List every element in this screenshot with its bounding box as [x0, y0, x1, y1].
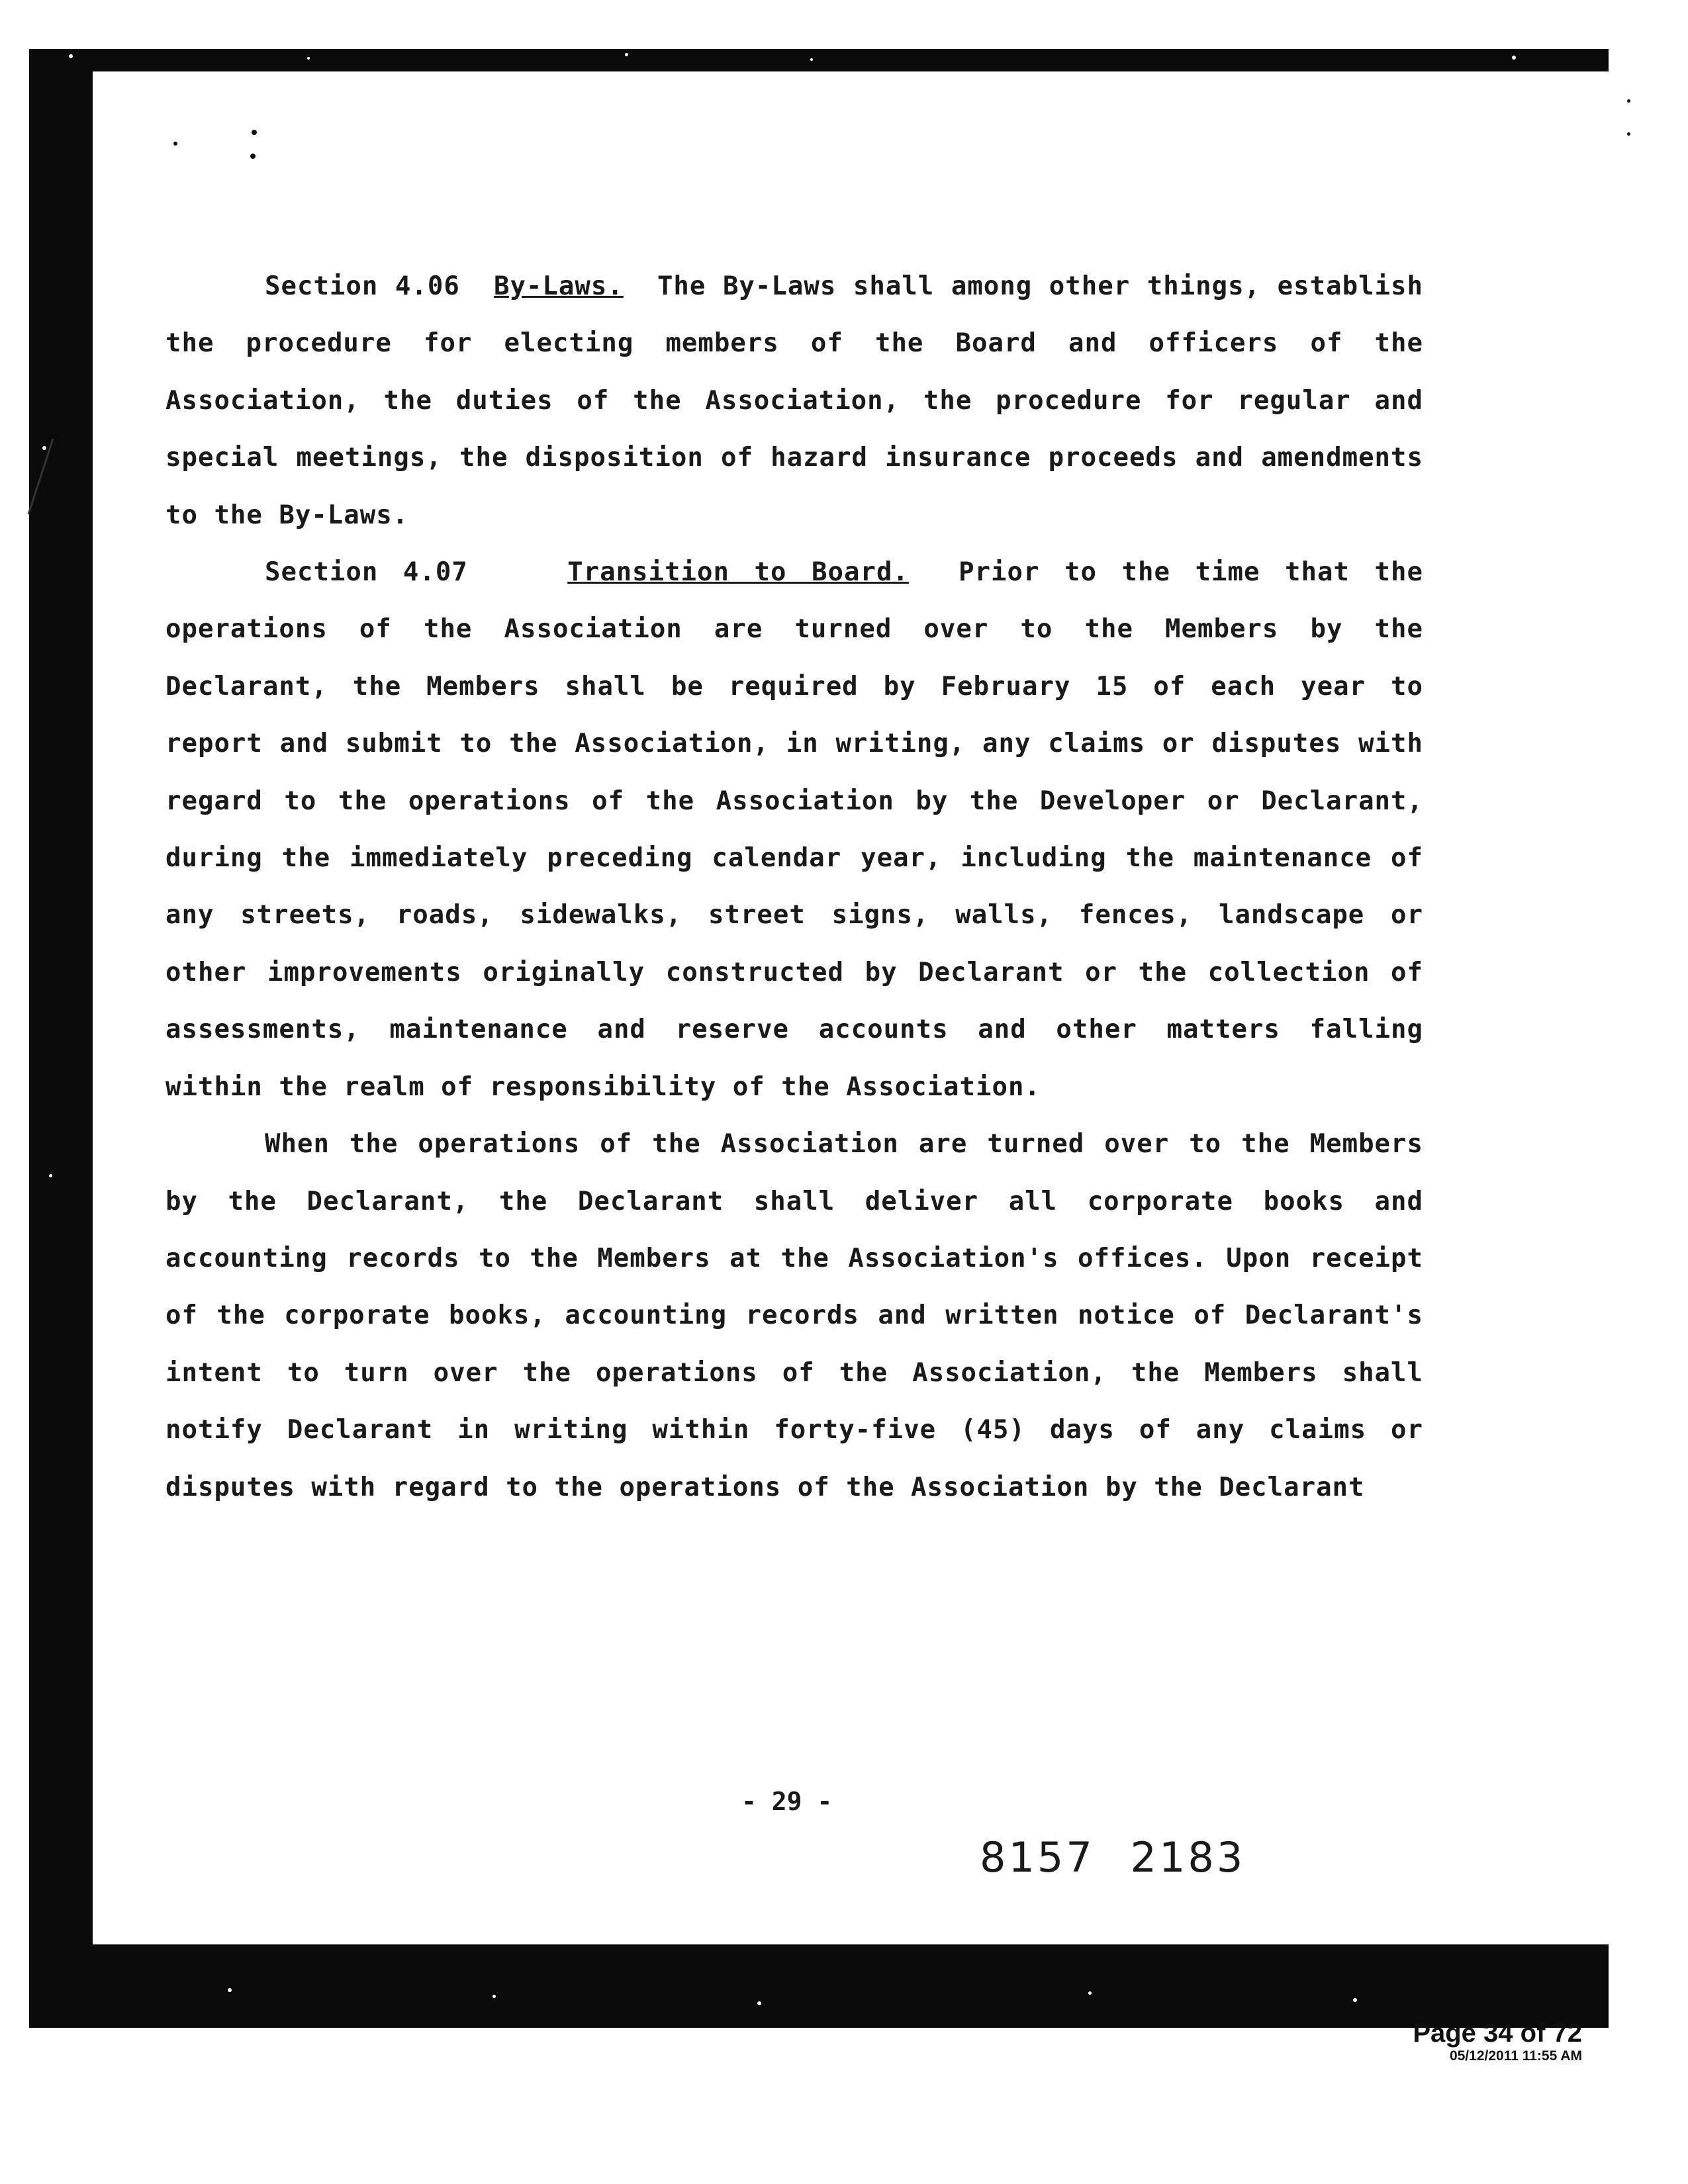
section-heading: Transition to Board.	[567, 557, 909, 588]
page-number: - 29 -	[741, 1787, 833, 1816]
section-text: Prior to the time that the operations of the Association are turned over to the Members by the Declarant, the Members shall be required by February 15 of each year to report and submit to the Association, in writing, any claims or disputes with regard to the operations of the Association by the Developer or Declarant, during the immediately preceding calendar year, including the maintenance of any streets, roads, sidewalks, street signs, walls, fences, landscape or other improvements originally constructed by Declarant or the collection of assessments, maintenance and reserve accounts and other matters falling within the realm of responsibility of the Association.	[165, 557, 1423, 1102]
scan-dot	[1627, 99, 1630, 103]
scan-dot	[250, 154, 256, 159]
paragraph-section-4-07	[165, 544, 1423, 1116]
book-page-stamp: 8157 2183	[980, 1833, 1246, 1882]
page-counter	[1413, 2019, 1582, 2065]
paragraph-transition	[165, 1116, 1423, 1516]
section-text: When the operations of the Association are turned over to the Members by the Declarant, the Declarant shall deliver all corporate books and accounting records to the Members at the Association's offices. Upon receipt of the corporate books, accounting records and written notice of Declarant's intent to turn over the operations of the Association, the Members shall notify Declarant in writing within forty-five (45) days of any claims or disputes with regard to the operations of the Association by the Declarant	[165, 1129, 1423, 1502]
section-number: Section 4.06	[265, 271, 460, 301]
section-heading: By-Laws.	[493, 271, 624, 301]
scan-dot	[173, 142, 177, 146]
print-timestamp: 05/12/2011 11:55 AM	[1449, 2048, 1582, 2064]
scan-dot	[252, 130, 257, 135]
document-body	[165, 258, 1423, 1516]
page-counter-label: Page 34 of 72	[1413, 2019, 1582, 2048]
paragraph-section-4-06	[165, 258, 1423, 544]
section-number: Section 4.07	[265, 557, 468, 588]
scan-dot	[1627, 132, 1630, 136]
section-text: The By-Laws shall among other things, establish the procedure for electing members of the Board and officers of the Association, the duties of the Association, the procedure for regular and special meetings, the disposition of hazard insurance proceeds and amendments to the By-Laws.	[165, 271, 1423, 530]
